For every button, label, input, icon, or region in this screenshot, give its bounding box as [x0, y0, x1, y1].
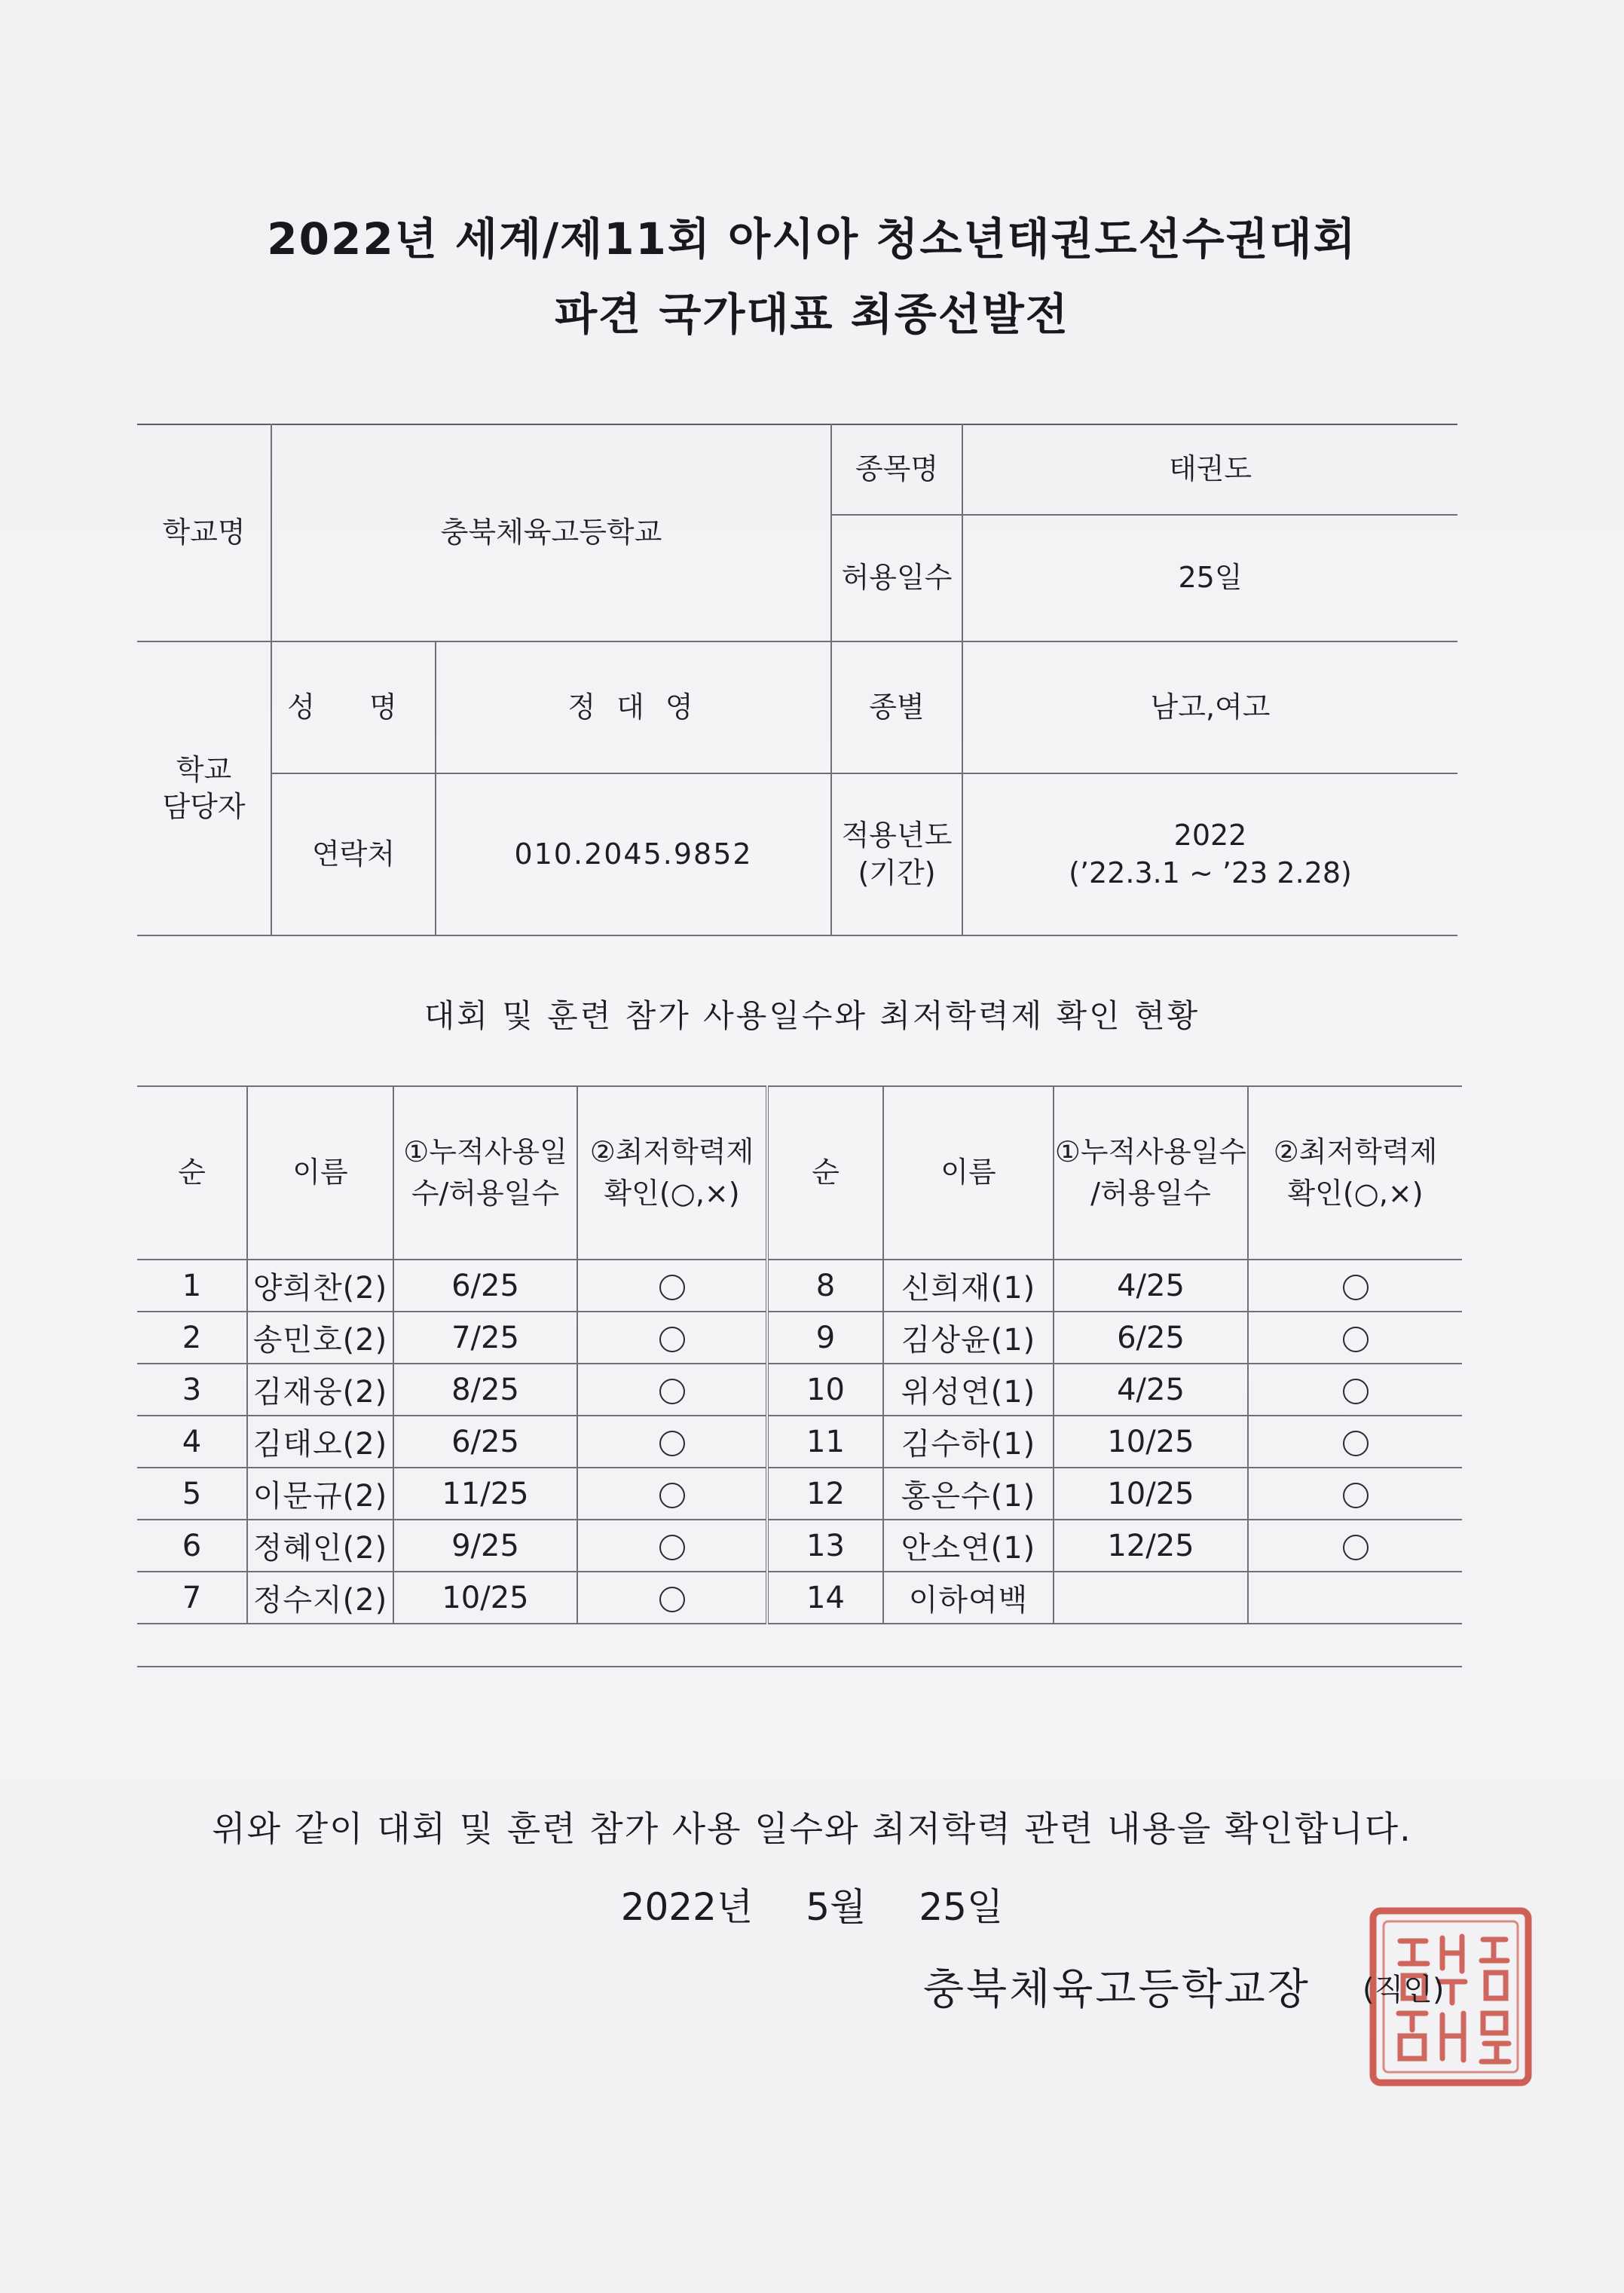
row-name-left: 송민호(2): [247, 1312, 393, 1364]
contact-person-label-line-1: 학교: [176, 752, 232, 786]
row-no-left: 7: [137, 1572, 247, 1624]
header-days-left-line-1: ①누적사용일: [403, 1134, 567, 1168]
row-check-right: [1248, 1416, 1462, 1468]
table-row: [137, 1520, 1462, 1572]
row-check-left: [577, 1416, 767, 1468]
row-name-right: 신희재(1): [883, 1260, 1054, 1312]
event-label: 종목명: [831, 424, 962, 515]
table-row: [137, 1416, 1462, 1468]
date-year: 2022년: [620, 1885, 754, 1929]
row-days-right: 12/25: [1054, 1520, 1248, 1572]
row-name-left: 김재웅(2): [247, 1364, 393, 1416]
section-subtitle: 대회 및 훈련 참가 사용일수와 최저학력제 확인 현황: [424, 997, 1200, 1034]
row-check-left: [577, 1468, 767, 1520]
principal-title: 충북체육고등학교장: [923, 1965, 1311, 2014]
header-min-academic-left-line-2: 확인(○,×): [604, 1177, 740, 1210]
row-no-right: 9: [767, 1312, 883, 1364]
row-name-right: 위성연(1): [883, 1364, 1054, 1416]
row-name-left: 김태오(2): [247, 1416, 393, 1468]
row-no-right: 10: [767, 1364, 883, 1416]
row-name-right: 이하여백: [883, 1572, 1054, 1624]
phone-value: 010.2045.9852: [436, 773, 831, 935]
name-value: 정 대 영: [436, 641, 831, 773]
table-row: [137, 1364, 1462, 1416]
period-label-line-1: 적용년도: [841, 819, 953, 853]
event-value: 태권도: [962, 424, 1457, 515]
row-no-right: 11: [767, 1416, 883, 1468]
confirmation-statement: 위와 같이 대회 및 훈련 참가 사용 일수와 최저학력 관련 내용을 확인합니다.: [212, 1808, 1412, 1849]
row-name-right: 김수하(1): [883, 1416, 1054, 1468]
school-label: 학교명: [137, 424, 271, 641]
row-days-left: 10/25: [393, 1572, 577, 1624]
header-min-academic-right: [1248, 1086, 1462, 1260]
row-name-left: 양희찬(2): [247, 1260, 393, 1312]
row-check-right: [1248, 1260, 1462, 1312]
date-day: 25일: [919, 1885, 1004, 1929]
row-name-right: 김상윤(1): [883, 1312, 1054, 1364]
row-name-left: 이문규(2): [247, 1468, 393, 1520]
period-value: [962, 773, 1457, 935]
row-days-left: 11/25: [393, 1468, 577, 1520]
header-days-right-line-1: ①누적사용일수: [1054, 1134, 1247, 1168]
period-label-line-2: (기간): [858, 856, 936, 889]
name-label: 성 명: [271, 641, 436, 773]
check-circle-icon: [659, 1275, 685, 1300]
row-no-left: 6: [137, 1520, 247, 1572]
row-days-right: [1054, 1572, 1248, 1624]
check-circle-icon: [1343, 1535, 1369, 1560]
check-circle-icon: [659, 1535, 685, 1560]
check-circle-icon: [1343, 1275, 1369, 1300]
row-days-left: 6/25: [393, 1260, 577, 1312]
header-name-right: 이름: [883, 1086, 1054, 1260]
row-no-left: 2: [137, 1312, 247, 1364]
check-circle-icon: [1343, 1431, 1369, 1456]
row-no-left: 3: [137, 1364, 247, 1416]
table-row: [137, 1468, 1462, 1520]
document-title-line-1: 2022년 세계/제11회 아시아 청소년태권도선수권대회: [267, 213, 1357, 265]
row-no-right: 13: [767, 1520, 883, 1572]
row-no-right: 14: [767, 1572, 883, 1624]
row-check-right: [1248, 1572, 1462, 1624]
date-month: 5월: [806, 1885, 867, 1929]
row-check-left: [577, 1364, 767, 1416]
contact-person-label-line-2: 담당자: [162, 790, 246, 823]
allowed-days-value: 25일: [962, 515, 1457, 641]
row-check-left: [577, 1312, 767, 1364]
check-circle-icon: [659, 1587, 685, 1612]
header-no-left: 순: [137, 1086, 247, 1260]
row-days-right: 4/25: [1054, 1260, 1248, 1312]
header-days-left: [393, 1086, 577, 1260]
table-row: [137, 1260, 1462, 1312]
row-days-left: 9/25: [393, 1520, 577, 1572]
row-name-right: 홍은수(1): [883, 1468, 1054, 1520]
row-name-right: 안소연(1): [883, 1520, 1054, 1572]
row-days-left: 7/25: [393, 1312, 577, 1364]
check-circle-icon: [1343, 1327, 1369, 1352]
header-name-left: 이름: [247, 1086, 393, 1260]
header-no-right: 순: [767, 1086, 883, 1260]
row-no-right: 8: [767, 1260, 883, 1312]
check-circle-icon: [659, 1379, 685, 1404]
row-check-left: [577, 1260, 767, 1312]
category-label: 종별: [831, 641, 962, 773]
header-days-left-line-2: 수/허용일수: [411, 1177, 560, 1210]
check-circle-icon: [659, 1483, 685, 1508]
header-min-academic-left: [577, 1086, 767, 1260]
row-days-right: 10/25: [1054, 1416, 1248, 1468]
row-check-left: [577, 1572, 767, 1624]
school-info-table: [137, 424, 1457, 936]
table-row: [137, 1312, 1462, 1364]
school-value: 충북체육고등학교: [271, 424, 831, 641]
status-table: [137, 1085, 1462, 1624]
header-min-academic-right-line-1: ②최저학력제: [1273, 1134, 1438, 1168]
row-days-right: 10/25: [1054, 1468, 1248, 1520]
row-check-right: [1248, 1364, 1462, 1416]
document-title-line-2: 파견 국가대표 최종선발전: [555, 289, 1069, 340]
status-table-body: [137, 1260, 1462, 1624]
check-circle-icon: [659, 1327, 685, 1352]
row-name-left: 정혜인(2): [247, 1520, 393, 1572]
row-no-right: 12: [767, 1468, 883, 1520]
table-end-rule: [137, 1666, 1462, 1667]
row-days-left: 8/25: [393, 1364, 577, 1416]
period-value-line-1: 2022: [1173, 819, 1247, 853]
allowed-days-label: 허용일수: [831, 515, 962, 641]
header-days-right-line-2: /허용일수: [1090, 1177, 1211, 1210]
row-days-right: 4/25: [1054, 1364, 1248, 1416]
check-circle-icon: [659, 1431, 685, 1456]
row-name-left: 정수지(2): [247, 1572, 393, 1624]
period-label: [831, 773, 962, 935]
row-check-right: [1248, 1468, 1462, 1520]
row-days-right: 6/25: [1054, 1312, 1248, 1364]
period-value-line-2: (’22.3.1 ~ ’23 2.28): [1069, 856, 1352, 889]
row-days-left: 6/25: [393, 1416, 577, 1468]
row-check-right: [1248, 1312, 1462, 1364]
row-no-left: 1: [137, 1260, 247, 1312]
seal-note: (직인): [1363, 1973, 1445, 2007]
check-circle-icon: [1343, 1379, 1369, 1404]
header-min-academic-right-line-2: 확인(○,×): [1287, 1177, 1424, 1210]
check-circle-icon: [1343, 1483, 1369, 1508]
category-value: 남고,여고: [962, 641, 1457, 773]
row-no-left: 4: [137, 1416, 247, 1468]
header-min-academic-left-line-1: ②최저학력제: [589, 1134, 754, 1168]
phone-label: 연락처: [271, 773, 436, 935]
row-check-right: [1248, 1520, 1462, 1572]
contact-person-label: [137, 641, 271, 935]
row-no-left: 5: [137, 1468, 247, 1520]
row-check-left: [577, 1520, 767, 1572]
header-days-right: [1054, 1086, 1248, 1260]
table-row: [137, 1572, 1462, 1624]
